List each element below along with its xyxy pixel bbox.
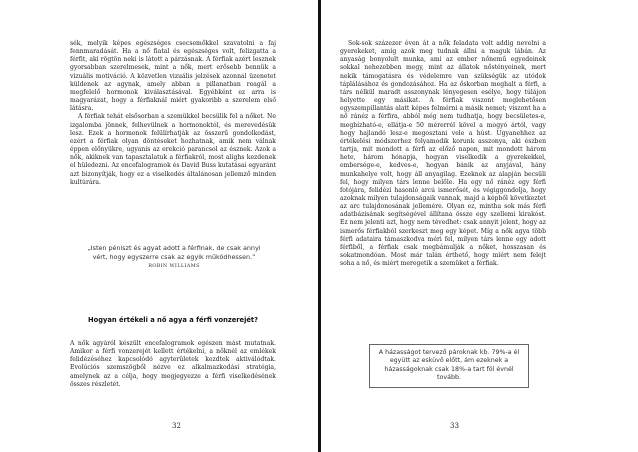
right-body-text [340, 40, 546, 268]
quote-text: „Isten péniszt és agyat adott a férfinak, de csak annyi vért, hogy egyszerre csak az egyik működhessen.” [87, 244, 261, 261]
left-body-text-bottom [70, 340, 276, 389]
paragraph: A férfiak tehát elsősorban a szemükkel becsülik fel a nőket. Ne izgalomba jönnek, felhevülnek a hormonoktól, és merevedésük lesz. Ezek a hormonok felülírhatják az összerű gondolkodást, ezért a férfiak olyan döntéseket hozhatnak, amik nem válnak éppen előnyükre, ugyanis az erekció parancsol az észnek. Azok a nők, akiknek van tapasztalatuk a férfiakról, most alighs kezdenek el hüledezni. Az encefalogramok és David Buss kutatásai egyaránt azt bizonyítják, hogy ez a viselkedés általánosan jellemző minden kultúrára. [70, 113, 276, 186]
left-body-text-top [70, 40, 276, 187]
paragraph: Sok-sok százezer éven át a nők feladata volt addig nevelni a gyerekeket, amíg azok meg tudnak állni a maguk lábán. Az anyaság bonyolult munka, ami az ember nőnemű egyedeinek sokkal nehezebben megy, mint az állatok nőstényeinek, mert nekik támogatásra és védelemre van szükségük az utódok táplálásához és gondozásához. Ha az őskorban meghalt a férfi, a társ nélkül maradt asszonynak lényegesen esélye, hogy túlájon helyette egy másikat. A férfiak viszont meglehetősen egyszempillantás alatt képes felmérni a másik nemet; viszont ha a nő ránéz a férfira, abból még nem tudhatja, hogy becsületes-e, megbízható-e, ellátja-e 50 mérerrél kövel a mogyó ártól, vagy hogy hajlandó lesz-e megosztani vele a húst. Ugyanehhez az értékelési módszerhez folyamodik korunk asszonya, aki észben tartja, mit mondott a férfi az előző napon, mit mondott három hete, három hónapja, hogyan viselkedik a gyerekekkel, embersége-e, kedves-e, hogyan bánik az anyjával, hány munkahelye volt, hogy áll anyagilag. Ezeknek az alapján becsüli fel, hogy milyen társ lenne belőle. Ha egy nő ránéz egy férfi fotójára, felidézi hasonló arcú ismerősét, és végiggondolja, hogy azoknak milyen tulajdonságaik vannak, majd a képből következtet az arc tulajdonosának jellemére. Olyan ez, mintha sok más férfi adatbázisának segítségével állítana össze egy szellemi kirakóst. Ez nem jelenti azt, hogy nem tévedhet: csak annyit jelent, hogy az ismerős férfiakból szerkeszt meg egy képet. Míg a nők agya több férfi adataira támaszkodva méri fel, milyen társ lenne egy adott férfiből, a férfiak csak megbámulják a nőket, hosszasan és sokatmondóan. Most már talán érthető, hogy miért nem felejt soha a nő, és miért meregetik a szemüket a férfiak. [340, 40, 546, 268]
section-heading: Hogyan értékeli a nő agya a férfi vonzerejét? [88, 316, 258, 324]
pull-quote [86, 244, 262, 271]
quote-author: ROBIN WILLIAMS [148, 263, 200, 270]
page-number-left: 32 [172, 422, 181, 430]
page-number-right: 33 [450, 422, 459, 430]
paragraph: sék, melyik képes egészséges csecsemőkkel szavatolni a faj fennmaradását. Ha a nő fiatal és egészséges volt, felizgatta a férfit, aki rögtön neki is látott a párzásnak. A férfiak azért lesznek gyorsabban szerelmesek, mint a nők, mert erősebb bennük a vizuális motiváció. A közvetlen vizuális jelzések azonnal üzenetet küldenek az agynak, amely abban a pillanatban reagál a megfelelő hormonok kiválasztásával. Egyébként ez arra is magyarázat, hogy a férfiaknál miért gyakoribb a szerelem első látásra. [70, 40, 276, 113]
left-page [0, 0, 318, 452]
sidebar-fact-box: A házasságot tervező pároknak kb. 79%-a él együtt az esküvő előtt, ám ezeknek a házasságoknak csak 18%-a tart föl évnél tovább. [369, 344, 529, 388]
paragraph: A nők agyáról készült encefalogramok egészen mást mutatnak. Amikor a férfi vonzerejét kellett értékelni, a nőknél az emlékek felidézéséhez kapcsolódó agyterületek kezdtek aktiválódtak. Evolúciós szemszögből nézve ez alkalmazkodási stratégia, amelynek az a célja, hogy megjegyezze a férfi viselkedésének összes részletét. [70, 340, 276, 388]
